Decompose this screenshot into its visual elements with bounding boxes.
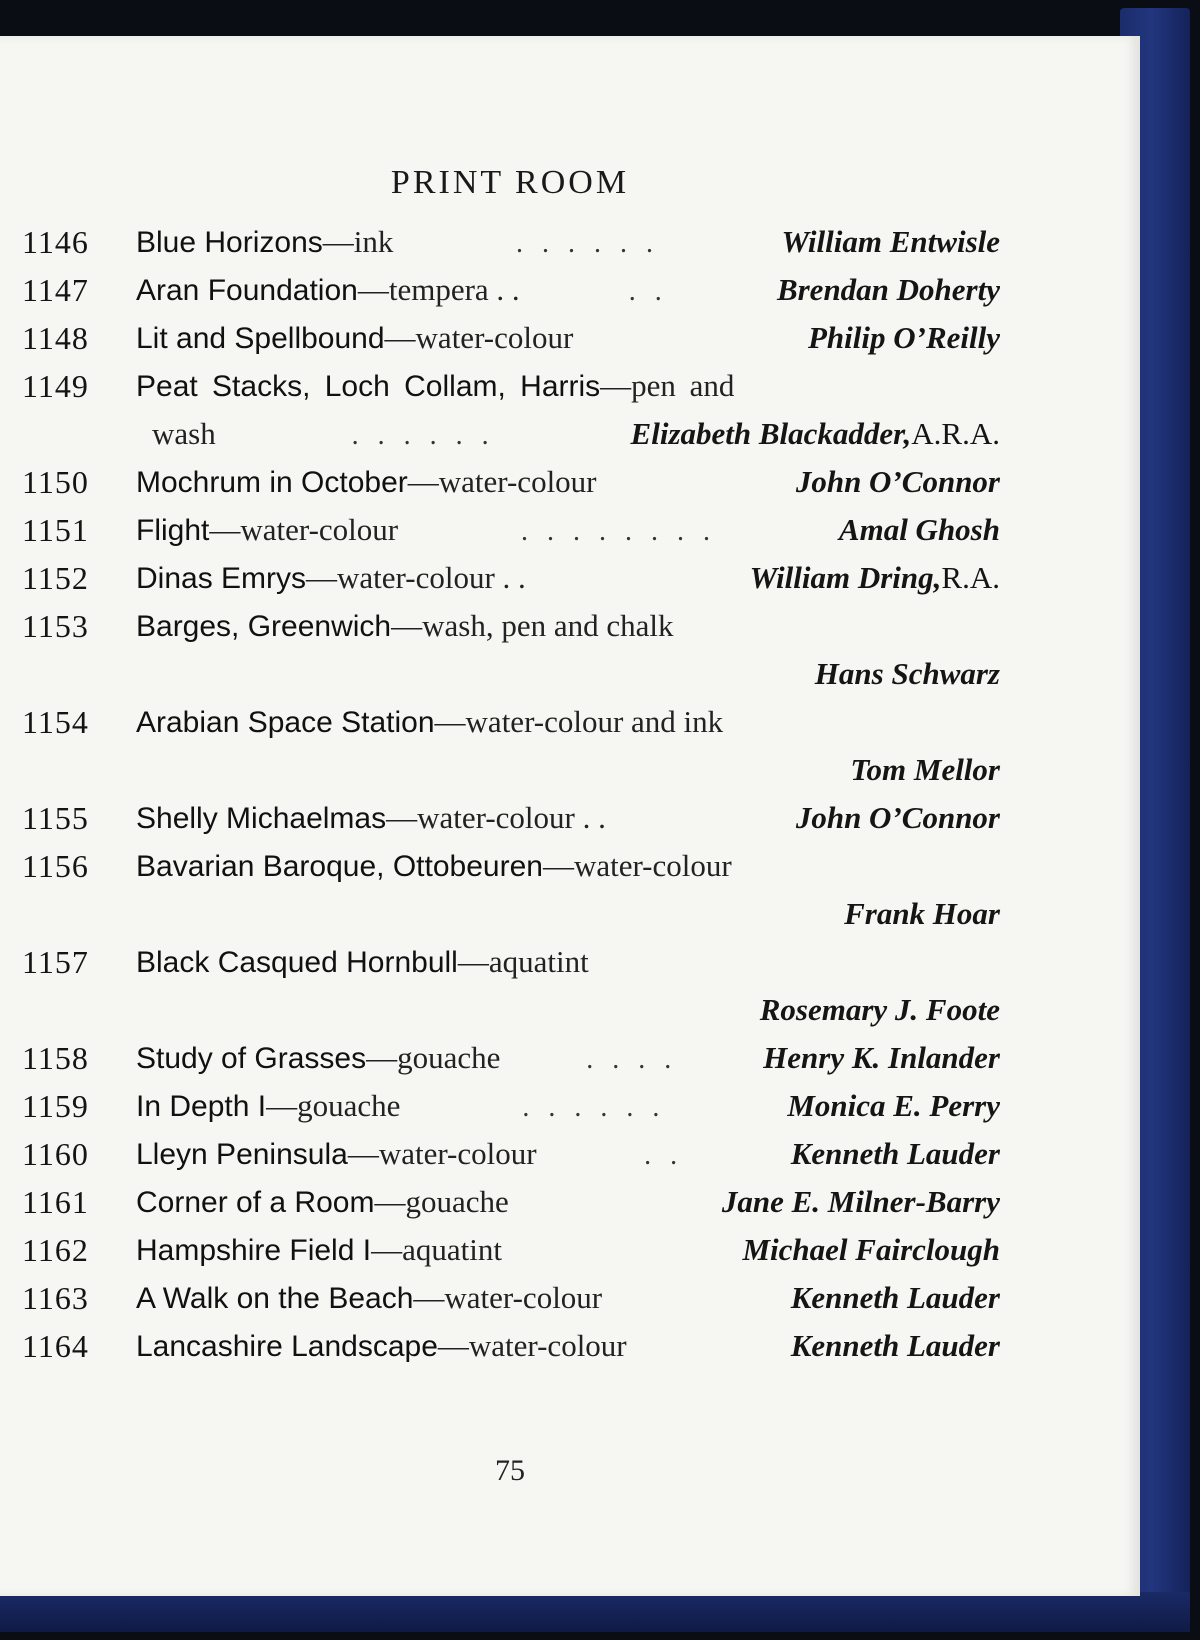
leader-dots: . . . . . . . . (521, 516, 716, 547)
entry-number: 1163 (22, 1280, 89, 1316)
entry-artist: William Dring, (749, 560, 942, 595)
entry-title: Peat Stacks, Loch Collam, Harris (136, 370, 601, 403)
leader-dots: . . (644, 1140, 684, 1171)
entry-medium: —water-colour (413, 1280, 603, 1315)
entry-artist-suffix: A.R.A. (911, 416, 1000, 451)
entry-artist: John O’Connor (795, 800, 1000, 835)
entry-title: Mochrum in October (136, 466, 408, 499)
entry-title: Arabian Space Station (136, 706, 435, 739)
entry-medium: —aquatint (457, 944, 589, 979)
entry-title: Shelly Michaelmas (136, 802, 387, 835)
entry-artist: Elizabeth Blackadder, (630, 416, 912, 451)
entry-title: Corner of a Room (136, 1186, 375, 1219)
book-page (0, 36, 1140, 1596)
entry-medium: —water-colour (384, 320, 574, 355)
entry-number: 1159 (22, 1088, 89, 1124)
entry-number: 1164 (22, 1328, 89, 1364)
catalogue-entry (22, 1280, 1000, 1324)
catalogue-entry (22, 272, 1000, 316)
catalogue-entry (22, 464, 1000, 508)
catalogue-entry (22, 1088, 1000, 1132)
entry-artist: Kenneth Lauder (790, 1328, 1000, 1363)
catalogue-entry (22, 1136, 1000, 1180)
entry-number: 1146 (22, 224, 89, 260)
entry-title: Flight (136, 514, 210, 547)
entry-artist: Tom Mellor (850, 752, 1000, 787)
entry-artist: Monica E. Perry (787, 1088, 1000, 1123)
catalogue-entry (22, 512, 1000, 556)
entry-medium: —water-colour . . (386, 800, 606, 835)
entry-title: Aran Foundation (136, 274, 358, 307)
entry-number: 1157 (22, 944, 89, 980)
entry-number: 1158 (22, 1040, 89, 1076)
catalogue-entry-artist-line (22, 992, 1000, 1036)
catalogue-entry (22, 944, 1000, 988)
entry-number: 1161 (22, 1184, 89, 1220)
entry-medium: —water-colour (407, 464, 597, 499)
entry-number: 1155 (22, 800, 89, 836)
entry-number: 1154 (22, 704, 89, 740)
page-title: PRINT ROOM (390, 164, 630, 201)
entry-artist: Philip O’Reilly (807, 320, 1000, 355)
catalogue-entry (22, 320, 1000, 364)
entry-medium: —water-colour (437, 1328, 627, 1363)
catalogue-entry (22, 1232, 1000, 1276)
entry-title: In Depth I (136, 1090, 267, 1123)
entry-medium: —aquatint (371, 1232, 502, 1267)
entry-artist: Jane E. Milner-Barry (721, 1184, 1000, 1219)
catalogue-entry-artist-line (22, 656, 1000, 700)
entry-medium: —water-colour (347, 1136, 537, 1171)
entry-number: 1147 (22, 272, 89, 308)
catalogue-entry (22, 1040, 1000, 1084)
catalogue-entry (22, 704, 1000, 748)
book-cover-bottom (0, 1592, 1190, 1632)
entry-medium: —tempera . . (357, 272, 520, 307)
entry-medium: —pen and (600, 368, 735, 403)
page-number: 75 (495, 1454, 525, 1487)
entry-number: 1151 (22, 512, 89, 548)
entry-title: Barges, Greenwich (136, 610, 392, 643)
entry-artist: Kenneth Lauder (790, 1136, 1000, 1171)
entry-medium: —water-colour (542, 848, 732, 883)
entry-number: 1152 (22, 560, 89, 596)
entry-title: Lleyn Peninsula (136, 1138, 348, 1171)
catalogue-entry-artist-line (22, 896, 1000, 940)
entry-medium: —wash, pen and chalk (391, 608, 674, 643)
leader-dots: . . . . . . (515, 228, 659, 259)
catalogue-entry (22, 224, 1000, 268)
entry-artist: Brendan Doherty (776, 272, 1000, 307)
entry-medium: —gouache (266, 1088, 401, 1123)
entry-medium: —water-colour . . (306, 560, 526, 595)
entry-number: 1160 (22, 1136, 89, 1172)
entry-title: Study of Grasses (136, 1042, 367, 1075)
entry-medium: —water-colour (209, 512, 399, 547)
entry-medium: —ink (322, 224, 394, 259)
catalogue-entry (22, 608, 1000, 652)
leader-dots: . . . . . . (351, 420, 495, 451)
entry-medium-continued: wash (152, 416, 216, 451)
catalogue-entry (22, 848, 1000, 892)
entry-medium: —gouache (374, 1184, 509, 1219)
entry-artist: Amal Ghosh (838, 512, 1000, 547)
entry-title: A Walk on the Beach (136, 1282, 414, 1315)
entry-title: Dinas Emrys (136, 562, 307, 595)
entry-artist-suffix: R.A. (941, 560, 1000, 595)
entry-medium: —water-colour and ink (434, 704, 724, 739)
catalogue-entry (22, 368, 1000, 412)
entry-title: Lit and Spellbound (136, 322, 385, 355)
entry-title: Lancashire Landscape (136, 1330, 438, 1363)
catalogue-entry (22, 800, 1000, 844)
catalogue-entry-continued (22, 416, 1000, 460)
entry-number: 1149 (22, 368, 89, 404)
entry-artist: Henry K. Inlander (763, 1040, 1000, 1075)
entry-artist: Rosemary J. Foote (759, 992, 1000, 1027)
entry-number: 1156 (22, 848, 89, 884)
entry-number: 1150 (22, 464, 89, 500)
entry-artist: Michael Fairclough (742, 1232, 1000, 1267)
catalogue-entry (22, 1328, 1000, 1372)
entry-number: 1148 (22, 320, 89, 356)
catalogue-entry (22, 1184, 1000, 1228)
catalogue-entry-artist-line (22, 752, 1000, 796)
entry-artist: John O’Connor (795, 464, 1000, 499)
leader-dots: . . . . . . (522, 1092, 666, 1123)
entry-title: Blue Horizons (136, 226, 323, 259)
leader-dots: . . (628, 276, 668, 307)
entry-artist: Hans Schwarz (814, 656, 1000, 691)
entry-title: Bavarian Baroque, Ottobeuren (136, 850, 543, 883)
entry-title: Black Casqued Hornbull (136, 946, 458, 979)
leader-dots: . . . . (586, 1044, 678, 1075)
entry-title: Hampshire Field I (136, 1234, 372, 1267)
entry-artist: Kenneth Lauder (790, 1280, 1000, 1315)
entry-number: 1153 (22, 608, 89, 644)
catalogue-entry (22, 560, 1000, 604)
entry-medium: —gouache (366, 1040, 501, 1075)
entry-artist: Frank Hoar (844, 896, 1000, 931)
entry-number: 1162 (22, 1232, 89, 1268)
entry-artist: William Entwisle (781, 224, 1000, 259)
